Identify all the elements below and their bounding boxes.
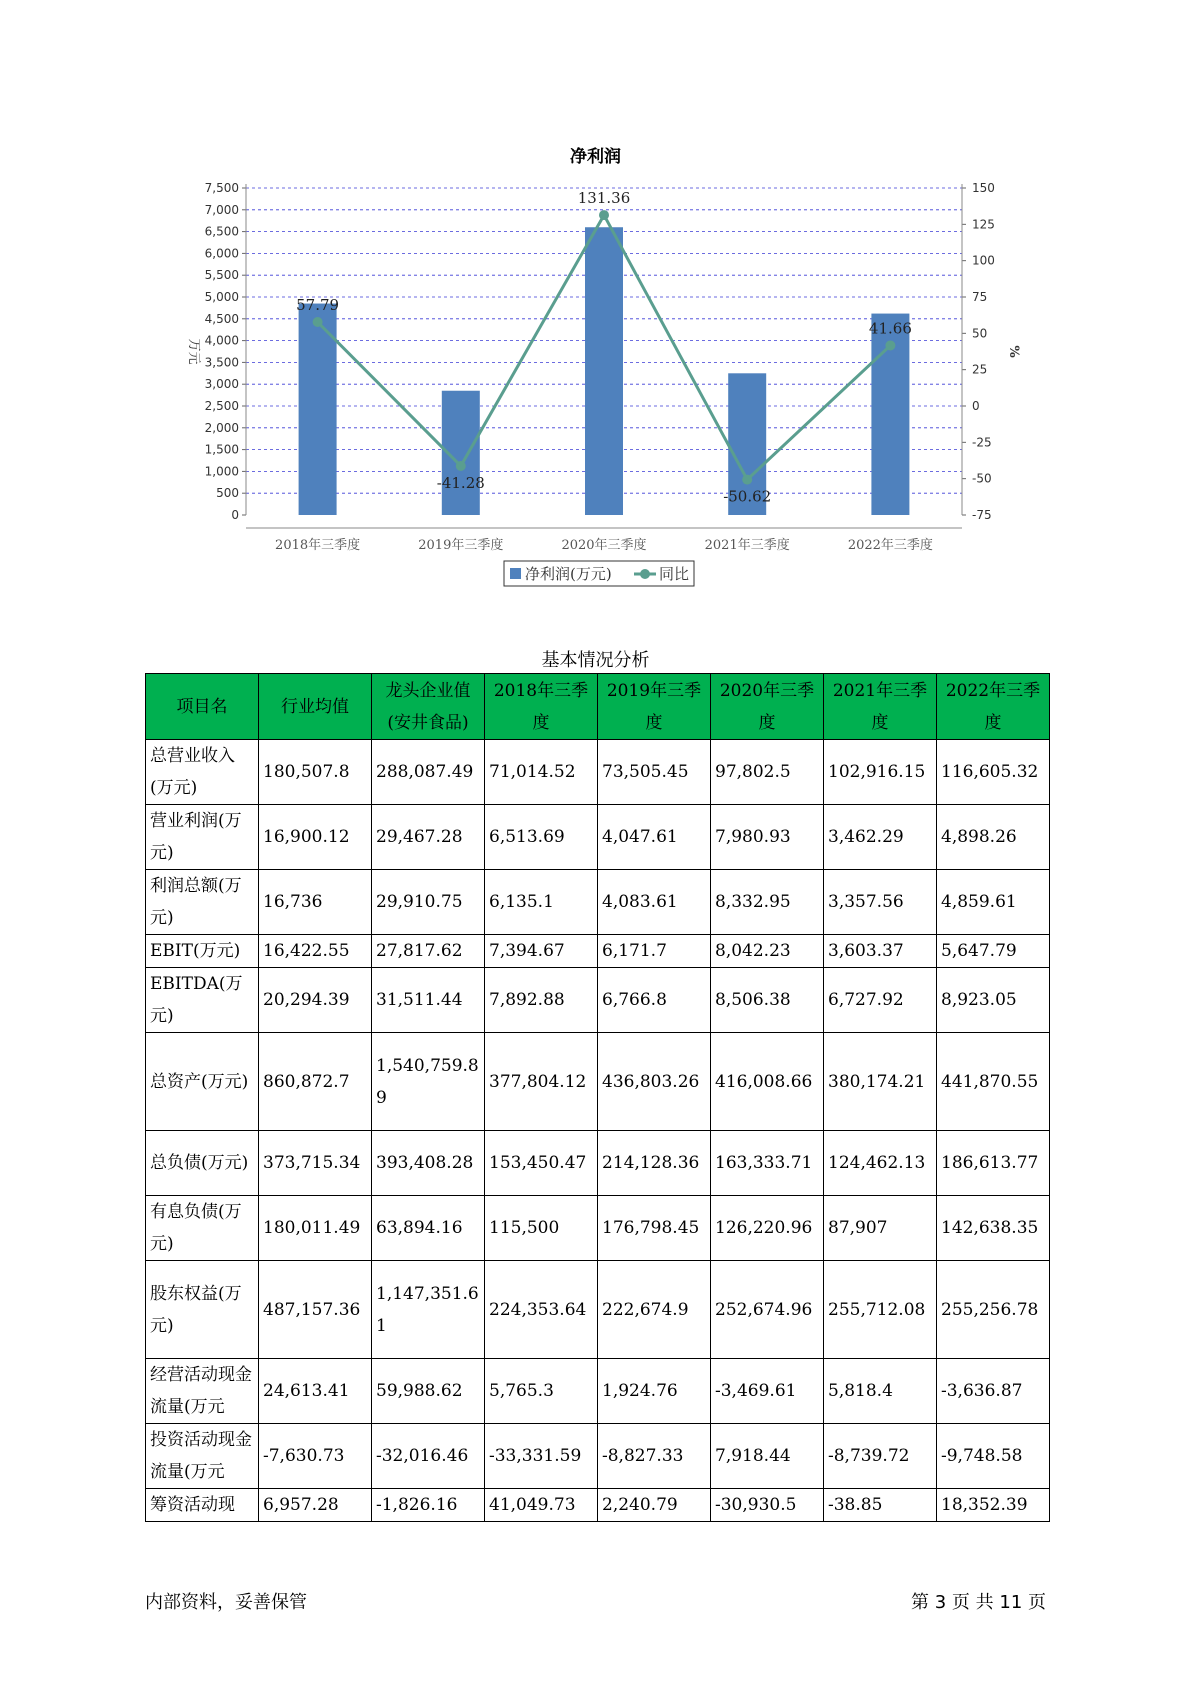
x-tick-label: 2022年三季度 [847,538,933,553]
yoy-data-label: -50.62 [723,487,772,506]
x-tick-label: 2018年三季度 [275,538,361,553]
table-cell: 41,049.73 [485,1489,598,1522]
chart-legend [504,561,694,586]
y-right-tick-label: 100 [972,253,995,268]
table-cell: -3,636.87 [937,1359,1050,1424]
table-cell: 373,715.34 [259,1131,372,1196]
x-tick-label: 2019年三季度 [418,538,504,553]
table-cell: 255,256.78 [937,1261,1050,1359]
table-cell: 7,980.93 [711,805,824,870]
table-cell: 6,727.92 [824,968,937,1033]
table-cell: 27,817.62 [372,935,485,968]
table-cell: 6,957.28 [259,1489,372,1522]
table-cell: 4,859.61 [937,870,1050,935]
table-cell: 380,174.21 [824,1033,937,1131]
table-cell: 377,804.12 [485,1033,598,1131]
yoy-data-label: 41.66 [868,319,912,338]
row-label-cell: 总营业收入(万元) [146,740,259,805]
chart-title: 净利润 [570,147,621,167]
legend-bar-swatch [510,568,521,579]
table-row [146,1131,1050,1196]
row-label-cell: 利润总额(万元) [146,870,259,935]
table-cell: 18,352.39 [937,1489,1050,1522]
table-cell: 115,500 [485,1196,598,1261]
table-cell: 6,171.7 [598,935,711,968]
yoy-point [885,340,895,350]
yoy-point [313,317,323,327]
yoy-point [599,210,609,220]
table-cell: -8,827.33 [598,1424,711,1489]
table-cell: 1,147,351.61 [372,1261,485,1359]
y-right-tick-label: -75 [972,508,992,522]
table-cell: 1,924.76 [598,1359,711,1424]
table-cell: 29,910.75 [372,870,485,935]
table-cell: -8,739.72 [824,1424,937,1489]
table-row [146,740,1050,805]
table-cell: 186,613.77 [937,1131,1050,1196]
table-cell: 436,803.26 [598,1033,711,1131]
table-cell: 7,892.88 [485,968,598,1033]
y-right-tick-label: 50 [972,326,988,341]
y-left-tick-label: 6,000 [204,246,239,261]
table-row [146,1033,1050,1131]
yoy-data-label: -41.28 [436,473,485,492]
row-label-cell: EBIT(万元) [146,935,259,968]
yoy-data-label: 131.36 [577,189,631,208]
net-profit-chart [0,0,1191,640]
footer-page-number: 第 3 页 共 11 页 [911,1592,1046,1613]
table-cell: 63,894.16 [372,1196,485,1261]
table-cell: -3,469.61 [711,1359,824,1424]
row-label-cell: 筹资活动现 [146,1489,259,1522]
table-row [146,935,1050,968]
table-header-cell: 2020年三季度 [711,674,824,740]
y-right-tick-label: 75 [972,290,988,304]
table-cell: 87,907 [824,1196,937,1261]
x-tick-label: 2020年三季度 [561,538,647,553]
y-right-tick-label: 25 [972,362,988,377]
y-left-tick-label: 4,000 [204,333,239,348]
table-cell: 214,128.36 [598,1131,711,1196]
table-cell: 20,294.39 [259,968,372,1033]
table-cell: 252,674.96 [711,1261,824,1359]
table-cell: 8,042.23 [711,935,824,968]
y-right-tick-label: 150 [972,181,995,195]
table-cell: 4,047.61 [598,805,711,870]
table-header-cell: 行业均值 [259,674,372,740]
table-cell: 180,507.8 [259,740,372,805]
table-cell: 6,513.69 [485,805,598,870]
y-left-tick-label: 5,500 [204,268,239,283]
table-row [146,1489,1050,1522]
table-cell: -33,331.59 [485,1424,598,1489]
table-cell: 180,011.49 [259,1196,372,1261]
table-cell: 124,462.13 [824,1131,937,1196]
row-label-cell: 经营活动现金流量(万元 [146,1359,259,1424]
table-header-cell: 2022年三季度 [937,674,1050,740]
table-cell: 7,918.44 [711,1424,824,1489]
table-cell: 163,333.71 [711,1131,824,1196]
table-cell: -30,930.5 [711,1489,824,1522]
table-cell: 4,083.61 [598,870,711,935]
y-right-tick-label: 0 [972,399,980,413]
y-left-tick-label: 3,000 [204,377,239,392]
y-left-tick-label: 1,500 [204,442,239,457]
table-cell: 5,765.3 [485,1359,598,1424]
table-cell: 3,462.29 [824,805,937,870]
table-cell: 116,605.32 [937,740,1050,805]
table-cell: 222,674.9 [598,1261,711,1359]
table-row [146,1261,1050,1359]
table-row [146,1359,1050,1424]
y-left-tick-label: 2,500 [204,399,239,413]
y-left-tick-label: 500 [216,486,239,501]
table-cell: 126,220.96 [711,1196,824,1261]
y-left-tick-label: 1,000 [204,464,239,479]
yoy-data-label: 57.79 [296,296,340,315]
table-cell: 153,450.47 [485,1131,598,1196]
table-cell: 24,613.41 [259,1359,372,1424]
y-left-tick-label: 7,000 [204,202,239,217]
table-cell: 6,766.8 [598,968,711,1033]
table-cell: 5,647.79 [937,935,1050,968]
table-cell: 3,603.37 [824,935,937,968]
table-cell: 73,505.45 [598,740,711,805]
y-right-tick-label: -50 [972,471,992,486]
y-left-axis-title: 万元 [186,338,201,365]
row-label-cell: 总资产(万元) [146,1033,259,1131]
table-header-cell: 2019年三季度 [598,674,711,740]
table-cell: -1,826.16 [372,1489,485,1522]
table-cell: 288,087.49 [372,740,485,805]
table-cell: -38.85 [824,1489,937,1522]
table-row [146,968,1050,1033]
y-right-tick-label: -25 [972,435,992,450]
y-right-tick-label: 125 [972,217,995,232]
footer-confidential-note: 内部资料，妥善保管 [145,1592,307,1613]
table-header-cell: 项目名 [146,674,259,740]
y-left-tick-label: 2,000 [204,420,239,435]
table-row [146,1196,1050,1261]
table-row [146,805,1050,870]
table-cell: 7,394.67 [485,935,598,968]
yoy-point [456,461,466,471]
table-cell: 16,736 [259,870,372,935]
y-left-tick-label: 5,000 [204,290,239,304]
y-left-tick-label: 7,500 [204,181,239,195]
y-left-tick-label: 6,500 [204,224,239,239]
table-cell: 3,357.56 [824,870,937,935]
table-cell: 176,798.45 [598,1196,711,1261]
table-cell: -7,630.73 [259,1424,372,1489]
table-header-cell: 龙头企业值(安井食品) [372,674,485,740]
table-cell: -32,016.46 [372,1424,485,1489]
table-cell: 102,916.15 [824,740,937,805]
table-cell: 416,008.66 [711,1033,824,1131]
table-row [146,870,1050,935]
table-cell: 29,467.28 [372,805,485,870]
legend-bar-label: 净利润(万元) [525,565,612,583]
legend-line-marker [640,569,650,579]
table-cell: 255,712.08 [824,1261,937,1359]
x-tick-label: 2021年三季度 [704,538,790,553]
table-header-cell: 2021年三季度 [824,674,937,740]
table-cell: 59,988.62 [372,1359,485,1424]
table-cell: 487,157.36 [259,1261,372,1359]
table-cell: 97,802.5 [711,740,824,805]
y-left-tick-label: 0 [231,508,239,522]
table-cell: 8,332.95 [711,870,824,935]
row-label-cell: 股东权益(万元) [146,1261,259,1359]
table-cell: 16,422.55 [259,935,372,968]
row-label-cell: 营业利润(万元) [146,805,259,870]
y-right-axis-title: % [1006,345,1021,358]
table-cell: 16,900.12 [259,805,372,870]
table-cell: 6,135.1 [485,870,598,935]
row-label-cell: EBITDA(万元) [146,968,259,1033]
table-header-row [146,674,1050,740]
yoy-point [742,475,752,485]
table-cell: 224,353.64 [485,1261,598,1359]
y-left-tick-label: 4,500 [204,311,239,326]
table-cell: 31,511.44 [372,968,485,1033]
table-cell: 441,870.55 [937,1033,1050,1131]
table-cell: 8,923.05 [937,968,1050,1033]
legend-line-label: 同比 [659,565,690,583]
table-title: 基本情况分析 [541,650,650,671]
bar [585,227,623,515]
row-label-cell: 有息负债(万元) [146,1196,259,1261]
table-cell: 8,506.38 [711,968,824,1033]
table-cell: 393,408.28 [372,1131,485,1196]
table-cell: 860,872.7 [259,1033,372,1131]
table-cell: 2,240.79 [598,1489,711,1522]
table-cell: 71,014.52 [485,740,598,805]
y-left-tick-label: 3,500 [204,355,239,370]
table-header-cell: 2018年三季度 [485,674,598,740]
table-cell: 1,540,759.89 [372,1033,485,1131]
row-label-cell: 投资活动现金流量(万元 [146,1424,259,1489]
table-cell: 4,898.26 [937,805,1050,870]
row-label-cell: 总负债(万元) [146,1131,259,1196]
table-row [146,1424,1050,1489]
table-cell: 142,638.35 [937,1196,1050,1261]
table-cell: -9,748.58 [937,1424,1050,1489]
basic-analysis-table [145,673,1050,1522]
table-cell: 5,818.4 [824,1359,937,1424]
